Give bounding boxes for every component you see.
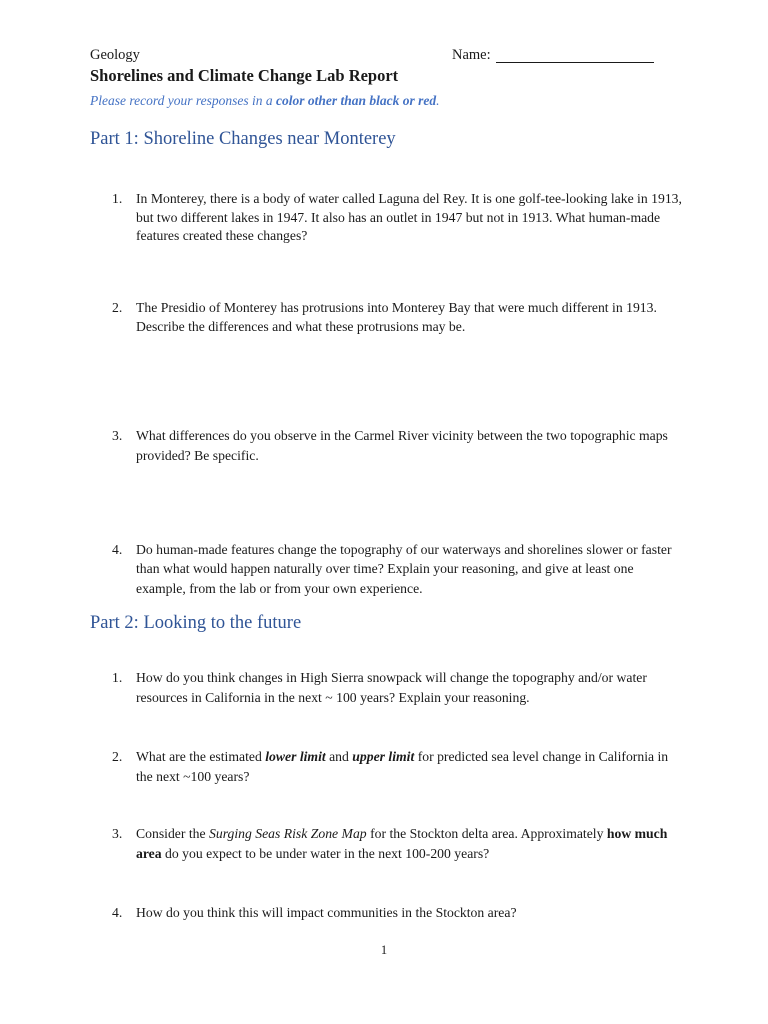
question-text: How do you think changes in High Sierra snowpack will change the topography and/or water resources in California in the next ~ 100 years? Explain your reasoning. — [136, 670, 647, 705]
part2-question-1 — [112, 668, 682, 707]
part1-question-2 — [112, 299, 682, 336]
page-number: 1 — [380, 943, 388, 957]
course-subject: Geology — [90, 47, 140, 63]
lower-limit-emphasis: lower limit — [265, 749, 326, 764]
question-text: What differences do you observe in the Carmel River vicinity between the two topographic maps provided? Be specific. — [136, 428, 668, 463]
part1-heading: Part 1: Shoreline Changes near Monterey — [90, 129, 396, 149]
name-blank-line[interactable] — [496, 62, 654, 63]
part2-question-4 — [112, 904, 682, 923]
instructions — [90, 93, 439, 109]
question-number: 1. — [112, 191, 123, 206]
question-number: 3. — [112, 428, 123, 443]
question-number: 3. — [112, 826, 123, 841]
question-text-post: do you expect to be under water in the next 100-200 years? — [161, 846, 490, 861]
map-name-emphasis: Surging Seas Risk Zone Map — [209, 826, 367, 841]
name-label: Name: — [452, 47, 491, 63]
question-text-pre: Consider the — [136, 826, 209, 841]
document-title: Shorelines and Climate Change Lab Report — [90, 66, 399, 85]
question-text: The Presidio of Monterey has protrusions into Monterey Bay that were much different in 1913. Describe the differences and what these protrusions may be. — [136, 300, 657, 334]
question-text: In Monterey, there is a body of water called Laguna del Rey. It is one golf-tee-looking lake in 1913, but two different lakes in 1947. It also has an outlet in 1947 but not in 1913. What human-made features created these changes? — [136, 191, 682, 243]
question-number: 4. — [112, 905, 123, 920]
question-text-mid: for the Stockton delta area. Approximately — [366, 826, 607, 841]
instructions-bold: color other than black or red — [275, 93, 437, 108]
question-text: How do you think this will impact communities in the Stockton area? — [136, 905, 517, 920]
part2-heading: Part 2: Looking to the future — [90, 613, 302, 633]
part1-question-4 — [112, 540, 682, 598]
question-text: Do human-made features change the topography of our waterways and shorelines slower or faster than what would happen naturally over time? Explain your reasoning, and give at least one example, from the lab or from your own experience. — [136, 542, 672, 596]
question-number: 2. — [112, 300, 123, 315]
how-much-area-emphasis: how much area — [136, 826, 668, 861]
part2-question-2 — [112, 747, 682, 786]
question-text-mid: and — [325, 749, 353, 764]
question-text — [136, 747, 682, 786]
part1-question-3 — [112, 426, 682, 466]
question-text-post: for predicted sea level change in California in the next ~100 years? — [136, 749, 669, 784]
part2-question-3 — [112, 824, 682, 864]
question-text-pre: What are the estimated — [136, 749, 266, 764]
question-number: 2. — [112, 749, 123, 764]
question-number: 1. — [112, 670, 123, 685]
upper-limit-emphasis: upper limit — [352, 749, 415, 764]
part1-question-1 — [112, 190, 682, 246]
instructions-post: . — [436, 93, 440, 108]
question-text — [136, 824, 682, 864]
question-number: 4. — [112, 542, 123, 557]
instructions-pre: Please record your responses in a — [90, 93, 276, 108]
